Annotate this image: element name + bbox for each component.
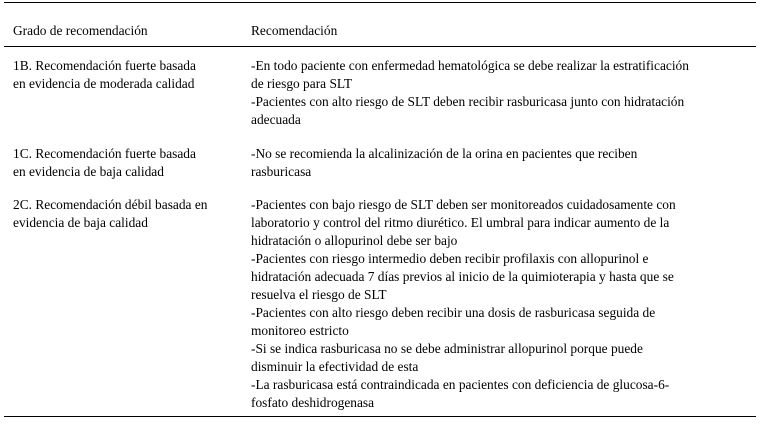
table-row-2-recommendation [251, 145, 751, 181]
header-grade: Grado de recomendación [13, 23, 148, 38]
table-row-1-grade [13, 57, 243, 93]
rec-line: -No se recomienda la alcalinización de la orina en pacientes que reciben [251, 146, 638, 161]
grade-line: en evidencia de baja calidad [13, 164, 164, 179]
table-row-3-recommendation [251, 196, 751, 412]
grade-line: 1B. Recomendación fuerte basada [13, 58, 196, 73]
rec-line: hidratación o allopurinol debe ser bajo [251, 233, 458, 248]
table-row-1-recommendation [251, 57, 751, 129]
table-top-rule [4, 2, 756, 3]
rec-line: adecuada [251, 112, 301, 127]
table-header-rule [4, 46, 756, 47]
rec-line: -Si se indica rasburicasa no se debe administrar allopurinol porque puede [251, 341, 643, 356]
table-row-3-grade [13, 196, 243, 232]
rec-line: -La rasburicasa está contraindicada en pacientes con deficiencia de glucosa-6- [251, 377, 670, 392]
header-recommendation: Recomendación [251, 23, 338, 38]
rec-line: rasburicasa [251, 164, 312, 179]
table-bottom-rule [4, 416, 756, 417]
rec-line: resuelva el riesgo de SLT [251, 287, 387, 302]
rec-line: fosfato deshidrogenasa [251, 395, 375, 410]
grade-line: 2C. Recomendación débil basada en [13, 197, 208, 212]
rec-line: -Pacientes con alto riesgo de SLT deben recibir rasburicasa junto con hidratación [251, 94, 685, 109]
rec-line: disminuir la efectividad de esta [251, 359, 419, 374]
rec-line: -Pacientes con bajo riesgo de SLT deben ser monitoreados cuidadosamente con [251, 197, 676, 212]
grade-line: evidencia de baja calidad [13, 215, 148, 230]
rec-line: -Pacientes con riesgo intermedio deben recibir profilaxis con allopurinol e [251, 251, 649, 266]
rec-line: de riesgo para SLT [251, 76, 353, 91]
rec-line: -En todo paciente con enfermedad hematológica se debe realizar la estratificación [251, 58, 689, 73]
grade-line: en evidencia de moderada calidad [13, 76, 195, 91]
rec-line: hidratación adecuada 7 días previos al inicio de la quimioterapia y hasta que se [251, 269, 674, 284]
rec-line: -Pacientes con alto riesgo deben recibir una dosis de rasburicasa seguida de [251, 305, 656, 320]
rec-line: monitoreo estricto [251, 323, 349, 338]
rec-line: laboratorio y control del ritmo diurético. El umbral para indicar aumento de la [251, 215, 670, 230]
table-row-2-grade [13, 145, 243, 181]
grade-line: 1C. Recomendación fuerte basada [13, 146, 196, 161]
